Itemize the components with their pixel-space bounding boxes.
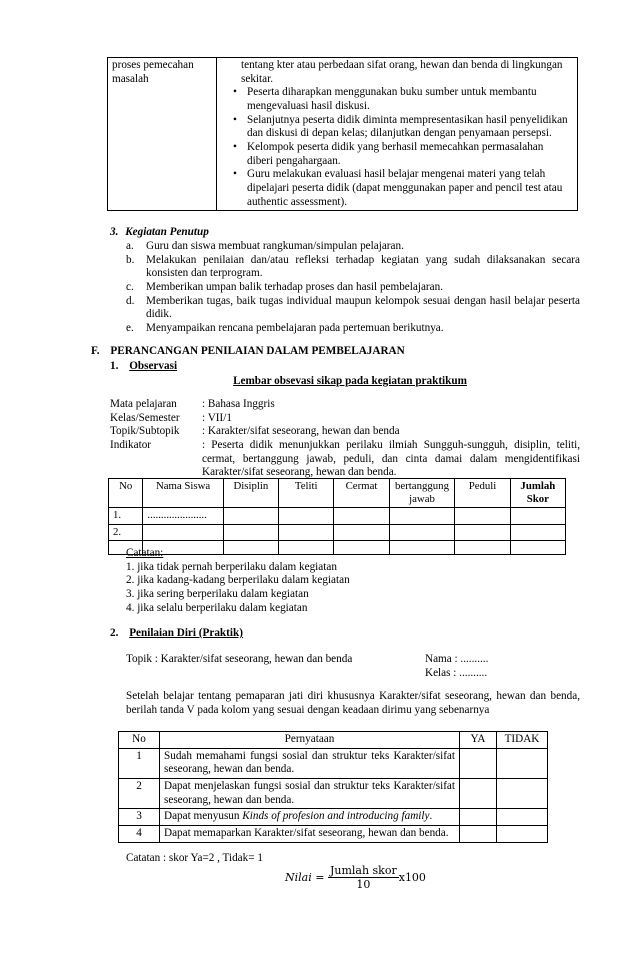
penutup-item: b. Melakukan penilaian dan/atau refleksi terhadap kegiatan yang sudah dilaksanakan secara konsisten dan terprogram.: [126, 253, 580, 280]
activity-phase-cell: [108, 58, 217, 211]
table-cell: Sudah memahami fungsi sosial dan struktur teks Karakter/sifat seseorang, hewan dan benda.: [160, 748, 460, 778]
penutup-title: Kegiatan Penutup: [125, 226, 209, 238]
table-cell: [455, 524, 510, 540]
penilaian-topik: Topik : Karakter/sifat seseorang, hewan dan benda: [126, 653, 353, 665]
activity-bullet: • Kelompok peserta didik yang berhasil memecahkan permasalahan diberi pengahargaan.: [245, 141, 569, 168]
table-row: [119, 809, 548, 826]
formula-lhs: Nilai =: [285, 870, 325, 884]
observasi-header-cell: Teliti: [279, 479, 334, 508]
table-cell: [389, 524, 455, 540]
penilaian-instruction: Setelah belajar tentang pemaparan jati diri khususnya Karakter/sifat seseorang, hewan dan benda, berilah tanda V pada kolom yang sesuai dengan keadaan dirimu yang sebenarnya: [126, 690, 580, 716]
section-f-letter: F.: [91, 345, 100, 357]
table-row: [119, 825, 548, 842]
catatan-label: Catatan:: [126, 547, 164, 559]
formula-numerator: Jumlah skor: [329, 864, 397, 877]
table-cell: 3: [119, 809, 160, 826]
meta-key: Mata pelajaran: [110, 398, 177, 410]
observasi-header-row: [109, 479, 566, 508]
catatan-item: 3. jika sering berperilaku dalam kegiatan: [126, 587, 309, 600]
observasi-number: 1.: [110, 360, 119, 372]
meta-value: : Karakter/sifat seseorang, hewan dan benda: [202, 425, 400, 438]
checkbox-cell[interactable]: [460, 825, 497, 842]
meta-row: [110, 412, 580, 426]
table-cell: [279, 508, 334, 524]
observasi-header-cell: Nama Siswa: [143, 479, 223, 508]
penilaian-kelas: Kelas : ..........: [425, 667, 488, 679]
observasi-table: [108, 478, 566, 555]
table-cell: [223, 524, 278, 540]
penilaian-header-row: [119, 732, 548, 749]
observasi-heading: [110, 360, 177, 374]
checkbox-cell[interactable]: [497, 825, 548, 842]
activity-bullet: • Peserta diharapkan menggunakan buku sumber untuk membantu mengevaluasi hasil diskusi.: [245, 86, 569, 113]
penutup-heading: [110, 226, 209, 240]
penutup-item: d. Memberikan tugas, baik tugas individual maupun kelompok sesuai dengan hasil belajar peserta didik.: [126, 294, 580, 321]
observasi-title: Observasi: [129, 360, 178, 372]
checkbox-cell[interactable]: [497, 748, 548, 778]
formula-fraction: [328, 864, 399, 892]
table-cell: [510, 524, 565, 540]
penilaian-nama: Nama : ..........: [425, 653, 489, 665]
table-cell: [510, 508, 565, 524]
table-cell: [334, 524, 389, 540]
table-cell: 1: [119, 748, 160, 778]
penilaian-diri-title: Penilaian Diri (Praktik): [129, 627, 243, 639]
observasi-header-cell: No: [109, 479, 143, 508]
penilaian-header-cell: TIDAK: [497, 732, 548, 749]
table-cell: 1.: [109, 508, 143, 524]
catatan-item: 1. jika tidak pernah berperilaku dalam kegiatan: [126, 560, 337, 573]
formula-denominator: 10: [356, 878, 371, 892]
table-row: [119, 748, 548, 778]
checkbox-cell[interactable]: [497, 809, 548, 826]
catatan-item: 4. jika selalu berperilaku dalam kegiatan: [126, 601, 308, 614]
activity-detail-cell: [217, 58, 578, 211]
observasi-header-cell: bertanggung jawab: [389, 479, 455, 508]
table-row: [109, 508, 566, 524]
penutup-item: a. Guru dan siswa membuat rangkuman/simpulan pelajaran.: [126, 240, 404, 252]
catatan-item: 2. jika kadang-kadang berperilaku dalam kegiatan: [126, 574, 350, 587]
formula-suffix: x100: [398, 870, 426, 884]
observasi-header-cell: Peduli: [455, 479, 510, 508]
table-cell: ......................: [143, 508, 223, 524]
observasi-header-cell: Disiplin: [223, 479, 278, 508]
table-cell: [334, 508, 389, 524]
activity-continued-text: tentang kter atau perbedaan sifat orang, hewan dan benda di lingkungan sekitar.: [241, 59, 563, 85]
penilaian-header-cell: Pernyataan: [160, 732, 460, 749]
observasi-header-cell: Jumlah Skor: [510, 479, 565, 508]
section-f-title: PERANCANGAN PENILAIAN DALAM PEMBELAJARAN: [110, 345, 405, 357]
checkbox-cell[interactable]: [497, 778, 548, 808]
checkbox-cell[interactable]: [460, 778, 497, 808]
meta-value: : Peserta didik menunjukkan perilaku ilmiah Sungguh-sungguh, disiplin, teliti, cermat, bertanggung jawab, peduli, dan cinta damai dalam mengidentifikasi Karakter/sifat seseorang, hewan dan benda.: [202, 438, 580, 479]
observasi-header-cell: Cermat: [334, 479, 389, 508]
table-cell: 4: [119, 825, 160, 842]
meta-key: Indikator: [110, 438, 152, 451]
activity-bullet: • Guru melakukan evaluasi hasil belajar mengenai materi yang telah dipelajari peserta didik (dapat menggunakan paper and pencil test atau authentic assessment).: [245, 168, 569, 209]
activity-bullet-list: [231, 86, 569, 209]
meta-key: Kelas/Semester: [110, 411, 180, 424]
table-cell: Dapat memaparkan Karakter/sifat seseorang, hewan dan benda.: [160, 825, 460, 842]
meta-row: [110, 425, 580, 439]
penutup-list: [126, 240, 580, 336]
meta-value: : VII/1: [202, 411, 232, 424]
penilaian-diri-number: 2.: [110, 627, 119, 639]
activity-bullet: • Selanjutnya peserta didik diminta mempresentasikan hasil penyelidikan dan diskusi di depan kelas; dilanjutkan dengan penyamaan persepsi.: [245, 114, 569, 141]
table-cell: 2.: [109, 524, 143, 540]
penutup-number: 3.: [110, 226, 119, 238]
table-cell: [223, 508, 278, 524]
table-cell: Dapat menjelaskan fungsi sosial dan struktur teks Karakter/sifat seseorang, hewan dan benda.: [160, 778, 460, 808]
learning-activity-table: [107, 57, 578, 211]
penilaian-header-cell: YA: [460, 732, 497, 749]
penilaian-diri-heading: [110, 627, 243, 641]
penutup-item: e. Menyampaikan rencana pembelajaran pada pertemuan berikutnya.: [126, 321, 444, 334]
table-cell: [510, 540, 565, 554]
observasi-catatan: [126, 547, 350, 615]
table-cell: [455, 508, 510, 524]
nilai-formula: [285, 864, 426, 892]
checkbox-cell[interactable]: [460, 809, 497, 826]
table-cell: [279, 524, 334, 540]
meta-key: Topik/Subtopik: [110, 425, 180, 438]
penutup-item: c. Memberikan umpan balik terhadap proses dan hasil pembelajaran.: [126, 280, 443, 293]
table-row: [109, 524, 566, 540]
penilaian-diri-table: [118, 731, 548, 843]
skor-catatan: Catatan : skor Ya=2 , Tidak= 1: [126, 852, 263, 864]
table-cell: [389, 508, 455, 524]
meta-row: [110, 439, 580, 480]
table-row: [119, 778, 548, 808]
meta-row: [110, 398, 580, 412]
table-cell: [143, 524, 223, 540]
observasi-sheet-title: Lembar obsevasi sikap pada kegiatan praktikum: [233, 375, 467, 387]
checkbox-cell[interactable]: [460, 748, 497, 778]
table-cell: [455, 540, 510, 554]
activity-phase-label: proses pemecahan masalah: [112, 59, 194, 85]
observasi-meta: [110, 398, 580, 480]
italic-text: Kinds of profesion and introducing family: [242, 810, 430, 823]
meta-value: : Bahasa Inggris: [202, 398, 275, 410]
penilaian-header-cell: No: [119, 732, 160, 749]
table-cell: Dapat menyusun Kinds of profesion and introducing family.: [160, 809, 460, 826]
table-cell: [389, 540, 455, 554]
table-cell: 2: [119, 778, 160, 808]
section-f-heading: [91, 345, 405, 359]
